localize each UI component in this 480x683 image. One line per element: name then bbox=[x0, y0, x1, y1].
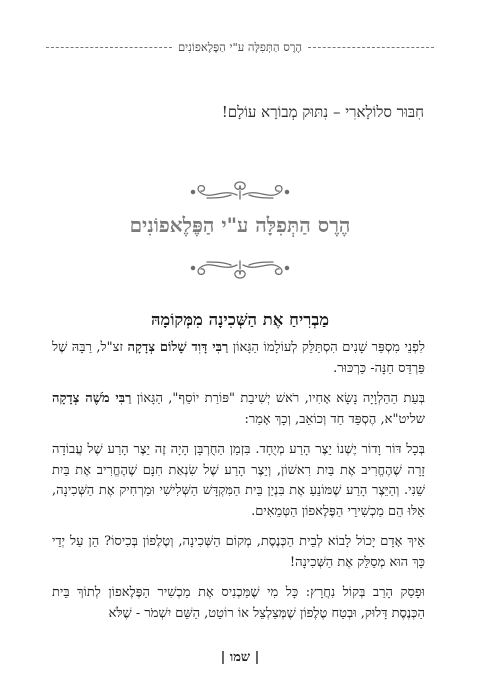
paragraph-text: שליט"א, הֶסְפֵּד חַד וְכוֹאֵב, וְכָךְ אָמַר: bbox=[244, 411, 425, 427]
bold-name: רַבִּי דָּוִד שָׁלוֹם צְדָקָה bbox=[127, 340, 229, 355]
dashed-rule-left bbox=[46, 47, 172, 48]
paragraph bbox=[52, 338, 425, 379]
page-number-label: | שמו | bbox=[220, 650, 260, 665]
paragraph-text: לִפְנֵי מִסְפַּר שָׁנִים הִסְתַּלֵּק לְעוֹלָמוֹ הַגָּאוֹן bbox=[228, 340, 425, 355]
paragraph-text: בְּעֵת הַהַלְוָיָה נָשָׂא אָחִיו, רֹאשׁ יְשִׁיבַת "פּוֹרַת יוֹסֵף", הַגָּאוֹן bbox=[131, 391, 426, 406]
ornament-top-icon bbox=[187, 178, 293, 202]
paragraph-text: בְּכָל דּוֹר וָדוֹר יֶשְׁנוֹ יֵצֶר הָרַע מְיֻחָד. בִּזְמַן הַחֻרְבָּן הָיָה זֶה יֵצֶר הָרַע שֶׁל עֲבוֹדָה זָרָה שֶׁהֶחֱרִיב אֶת בַּיִת רִאשׁוֹן, וְיֵצֶר הָרַע שֶׁל שִׂנְאַת חִנָּם שֶׁהֶחֱרִיב אֶת בַּיִת שֵׁנִי. וְהַיֵּצֶר הָרַע שֶׁמּוֹנֵעַ אֶת בִּנְיַן בֵּית הַמִּקְדָּשׁ הַשְּׁלִישִׁי וּמַרְחִיק אֶת הַשְּׁכִינָה, אֵלּוּ הֵם מַכְשִׁירֵי הַפֶּלֶאפוֹן הַטְּמֵאִים. bbox=[52, 442, 425, 519]
section-heading: מַבְרִיחַ אֶת הַשְּׁכִינָה מִמְּקוֹמָהּ bbox=[150, 310, 330, 329]
running-head-title: הֶרֶס הַתְּפִלָּה ע"י הַפֶּלֶאפוֹנִים bbox=[177, 40, 303, 54]
paragraph-text: אֵיךְ אָדָם יָכוֹל לָבוֹא לְבֵית הַכְּנֶסֶת, מְקוֹם הַשְּׁכִינָה, וְטֶלֶפוֹן בְּכִיסוֹ? הֵן עַל יְדֵי כָּךְ הוּא מְסַלֵּק אֶת הַשְּׁכִינָה! bbox=[52, 534, 425, 570]
paragraph-text: וּפָסַק הָרַב בְּקוֹל נִחֲרָץ: כָּל מִי שֶׁמַּכְנִיס אֶת מַכְשִׁיר הַפֶּלֶאפוֹן לְתוֹךְ בֵּית הַכְּנֶסֶת דָּלוּק, וּבְטַח טֶלֶפוֹן שֶׁמְּצַלְצֵל אוֹ רוֹטֵט, הַשֵּׁם יִשְׁמֹר - שֶׁלֹּא bbox=[52, 585, 425, 621]
running-head bbox=[46, 40, 434, 54]
paragraph-text: זצ"ל, רַבָּהּ שֶׁל פַּרְדֵּס חַנָּה- כַּרְכּוּר. bbox=[52, 340, 425, 376]
paragraph bbox=[52, 583, 425, 624]
ornament-bottom-icon bbox=[187, 258, 293, 282]
bold-name: רַבִּי מֹשֶׁה צְדָקָה bbox=[52, 391, 132, 406]
paragraph bbox=[52, 389, 425, 430]
dashed-rule-right bbox=[308, 47, 434, 48]
subtitle: חִבּוּר סלוֹלָארִי – נִתּוּק מְבוֹרָא עוֹלָם! bbox=[221, 103, 424, 121]
paragraph bbox=[52, 532, 425, 573]
paragraph bbox=[52, 440, 425, 522]
body-text bbox=[52, 338, 425, 634]
main-title: הֶרֶס הַתְּפִלָּה ע"י הַפֶּלֶאפוֹנִים bbox=[129, 213, 351, 237]
